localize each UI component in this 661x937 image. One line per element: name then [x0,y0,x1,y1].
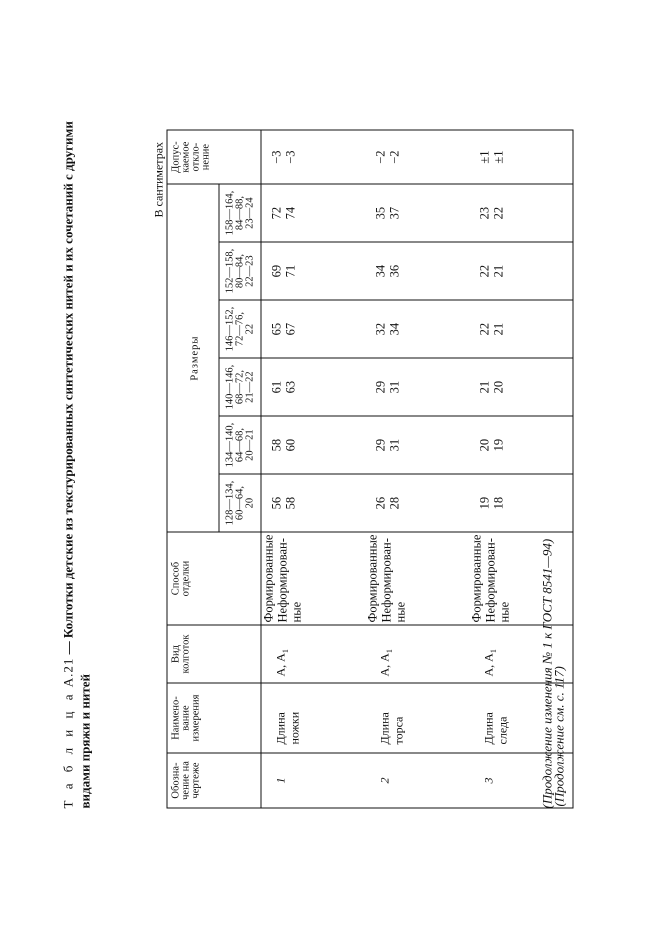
row-designation: 3 [469,753,573,808]
value-cell [261,242,365,300]
table-row [365,130,469,808]
size-table [167,130,574,809]
value-unformed: 63 [283,380,298,394]
value-formed: 35 [373,206,387,220]
value-cell [469,184,573,242]
row-measurement: Длина ножки [261,683,365,753]
value-unformed: 18 [491,496,505,510]
value-unformed: 74 [283,206,298,220]
value-formed: 29 [373,438,387,452]
caption-dash: — [60,641,76,655]
finish-formed: Формированные [261,534,276,623]
value-formed: 23 [477,206,491,220]
tolerance-formed: −2 [373,150,387,164]
size-header-6: 158—164, 84—88, 23—24 [219,184,261,242]
row-type-text: А, А [273,653,288,677]
tolerance-formed: −3 [269,150,284,164]
table-row [261,130,365,808]
tolerance-cell [365,130,469,184]
value-cell [365,416,469,474]
value-formed: 58 [269,438,284,452]
size-header-3: 140—146, 68—72, 21—22 [219,358,261,416]
value-cell [261,416,365,474]
tolerance-unformed: −3 [283,150,298,164]
row-type-text: А, А [481,653,495,677]
value-cell [261,300,365,358]
finish-unformed: Неформирован- ные [379,538,407,623]
value-cell [469,474,573,532]
row-measurement: Длина следа [469,683,573,753]
running-header: (Продолжение изменения № 1 к ГОСТ 8541—94) [539,538,555,809]
value-cell [261,474,365,532]
continuation-note: (Продолжение см. с. 117) [551,666,567,807]
size-header-4: 146—152, 72—76, 22 [219,300,261,358]
finish-formed: Формированные [469,534,483,623]
row-type [365,625,469,683]
value-formed: 34 [373,264,387,278]
finish-formed: Формированные [365,534,379,623]
value-cell [261,358,365,416]
row-type-subscript: 1 [384,649,394,654]
value-unformed: 19 [491,438,505,452]
finish-unformed: Неформирован- ные [483,538,511,623]
col-tolerance-header: Допус- каемое откло- нение [167,130,261,184]
row-designation: 1 [261,753,365,808]
col-measurement-header: Наимено- вание измерения [167,683,261,753]
table-caption [60,109,94,809]
value-unformed: 58 [283,496,298,510]
value-cell [365,242,469,300]
tolerance-unformed: −2 [387,150,401,164]
caption-number: А.21 [60,657,76,688]
value-formed: 56 [269,496,284,510]
value-cell [365,300,469,358]
value-formed: 72 [269,206,284,220]
tolerance-cell [469,130,573,184]
value-unformed: 20 [491,380,505,394]
value-formed: 26 [373,496,387,510]
caption-text: Колготки детские из текстурированных синтетических нитей и их сочетаний с другими видами пряжи и нитей [60,121,93,809]
size-header-2: 134—140, 64—68, 20—21 [219,416,261,474]
value-formed: 61 [269,380,284,394]
row-designation: 2 [365,753,469,808]
row-finish [261,532,365,625]
tolerance-cell [261,130,365,184]
row-type-subscript: 1 [488,649,498,654]
row-type-subscript: 1 [280,649,290,654]
value-unformed: 31 [387,380,401,394]
col-finish-header: Способ отделки [167,532,261,625]
value-cell [261,184,365,242]
finish-unformed: Неформирован- ные [275,538,304,623]
value-cell [469,358,573,416]
size-header-5: 152—158, 80—84, 22—23 [219,242,261,300]
value-cell [365,474,469,532]
units-note: В сантиметрах [151,141,166,218]
value-unformed: 71 [283,264,298,278]
value-cell [365,358,469,416]
value-formed: 21 [477,380,491,394]
row-measurement: Длина торса [365,683,469,753]
value-unformed: 67 [283,322,298,336]
value-unformed: 60 [283,438,298,452]
tolerance-unformed: ±1 [491,150,505,164]
value-formed: 19 [477,496,491,510]
value-unformed: 37 [387,206,401,220]
value-cell [469,242,573,300]
value-unformed: 21 [491,322,505,336]
value-unformed: 21 [491,264,505,278]
value-formed: 20 [477,438,491,452]
size-header-1: 128—134, 60—64, 20 [219,474,261,532]
value-unformed: 36 [387,264,401,278]
value-unformed: 34 [387,322,401,336]
col-type-header: Вид колготок [167,625,261,683]
col-sizes-header: Размеры [167,184,219,532]
col-designation-header: Обозна- чение на чертеже [167,753,261,808]
caption-prefix: Т а б л и ц а [60,690,76,809]
value-formed: 32 [373,322,387,336]
row-finish [469,532,573,625]
value-unformed: 22 [491,206,505,220]
tolerance-formed: ±1 [477,150,491,164]
value-unformed: 31 [387,438,401,452]
value-formed: 69 [269,264,284,278]
value-cell [365,184,469,242]
value-formed: 22 [477,322,491,336]
value-formed: 65 [269,322,284,336]
row-finish [365,532,469,625]
value-formed: 29 [373,380,387,394]
value-cell [469,300,573,358]
row-type-text: А, А [377,653,391,677]
row-type [261,625,365,683]
value-cell [469,416,573,474]
value-formed: 22 [477,264,491,278]
value-unformed: 28 [387,496,401,510]
rotated-page [0,1,661,937]
